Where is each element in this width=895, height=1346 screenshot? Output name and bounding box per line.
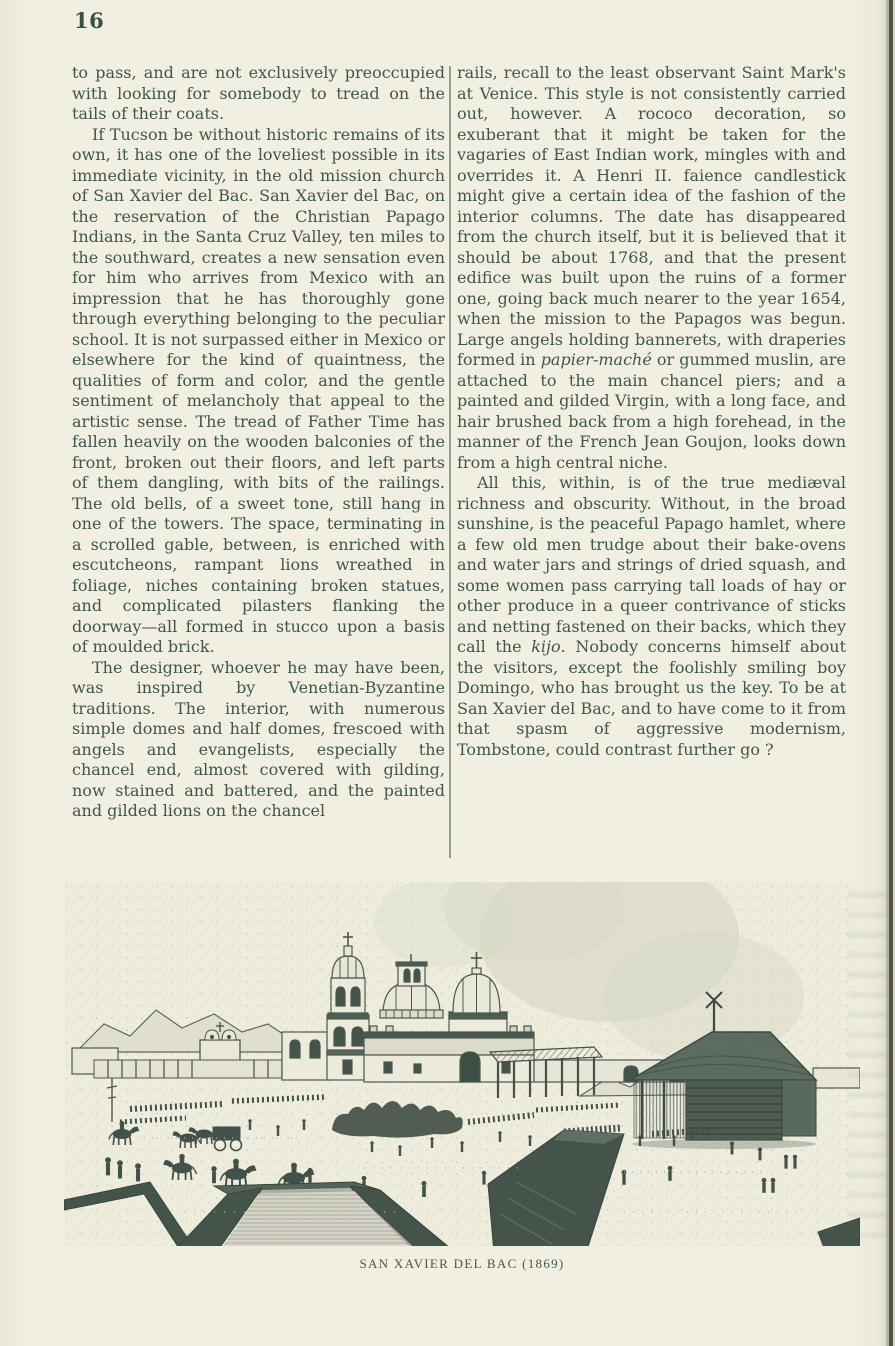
mission-engraving: [64, 882, 860, 1246]
cabin-log-wall: [686, 1080, 782, 1140]
paragraph: The designer, whoever he may have been, was inspired by Venetian-Byzantine traditions. The interior, with numerous simple domes and half domes, frescoed with angels and evangelists, especially the chancel end, almost covered with gilding, now stained and battered, and the painted and gilded lions on the chancel: [72, 657, 445, 820]
mission-engraving-svg: [64, 882, 860, 1246]
paragraph: If Tucson be without historic remains of its own, it has one of the loveliest possible in its immediate vicinity, in the old mission church of San Xavier del Bac. San Xavier del Bac, on the reservation of the Christian Papago Indians, in the Santa Cruz Valley, ten miles to the southward, creates a new sensation even for him who arrives from Mexico with an impression that he has thoroughly gone through everything belonging to the peculiar school. It is not surpassed either in Mexico or elsewhere for the kind of quaintness, the qualities of form and color, and the gentle sentiment of melancholy that appeal to the artistic sense. The tread of Father Time has fallen heavily on the wooden balconies of the front, broken out their floors, and left parts of them dangling, with bits of the railings. The old bells, of a sweet tone, still hang in one of the towers. The space, terminating in a scrolled gable, between, is enriched with escutcheons, rampant lions wreathed in foliage, niches containing broken statues, and complicated pilasters flanking the doorway—all formed in stucco upon a basis of moulded brick.: [72, 124, 445, 656]
page-edge: [889, 0, 893, 1346]
paragraph: to pass, and are not exclusively preoccupied with looking for somebody to tread on the tails of their coats.: [72, 63, 445, 123]
left-column: [72, 63, 445, 822]
arched-doorway: [460, 1052, 480, 1082]
illustration-caption: SAN XAVIER DEL BAC (1869): [359, 1256, 565, 1271]
church-left-wing: [282, 1032, 330, 1080]
right-column: [457, 63, 846, 760]
page-bleed-through: [848, 892, 886, 1244]
column-divider-rule: [449, 66, 451, 858]
paragraph: rails, recall to the least observant Saint Mark's at Venice. This style is not consistently carried out, however. A rococo decoration, so exuberant that it might be taken for the vagaries of East Indian work, mingles with and overrides it. A Henri II. faience candlestick might give a certain idea of the fashion of the interior columns. The date has disappeared from the church itself, but it is believed that it should be about 1768, and that the present edifice was built upon the ruins of a former one, going back much nearer to the year 1654, when the mission to the Papagos was begun. Large angels holding bannerets, with draperies formed in papier-maché or gummed muslin, are attached to the main chancel piers; and a painted and gilded Virgin, with a long face, and hair brushed back from a high forehead, in the manner of the French Jean Goujon, looks down from a high central niche.: [457, 63, 846, 472]
page-number: 16: [74, 8, 105, 33]
paragraph: All this, within, is of the true mediæval richness and obscurity. Without, in the broad sunshine, is the peaceful Papago hamlet, where a few old men trudge about their bake-ovens and water jars and strings of dried squash, and some women pass carrying tall loads of hay or other produce in a queer contrivance of sticks and netting fastened on their backs, which they call the kijo. Nobody concerns himself about the visitors, except the foolishly smiling boy Domingo, who has brought us the key. To be at San Xavier del Bac, and to have come to it from that spasm of aggressive modernism, Tombstone, could contrast further go ?: [457, 473, 847, 759]
